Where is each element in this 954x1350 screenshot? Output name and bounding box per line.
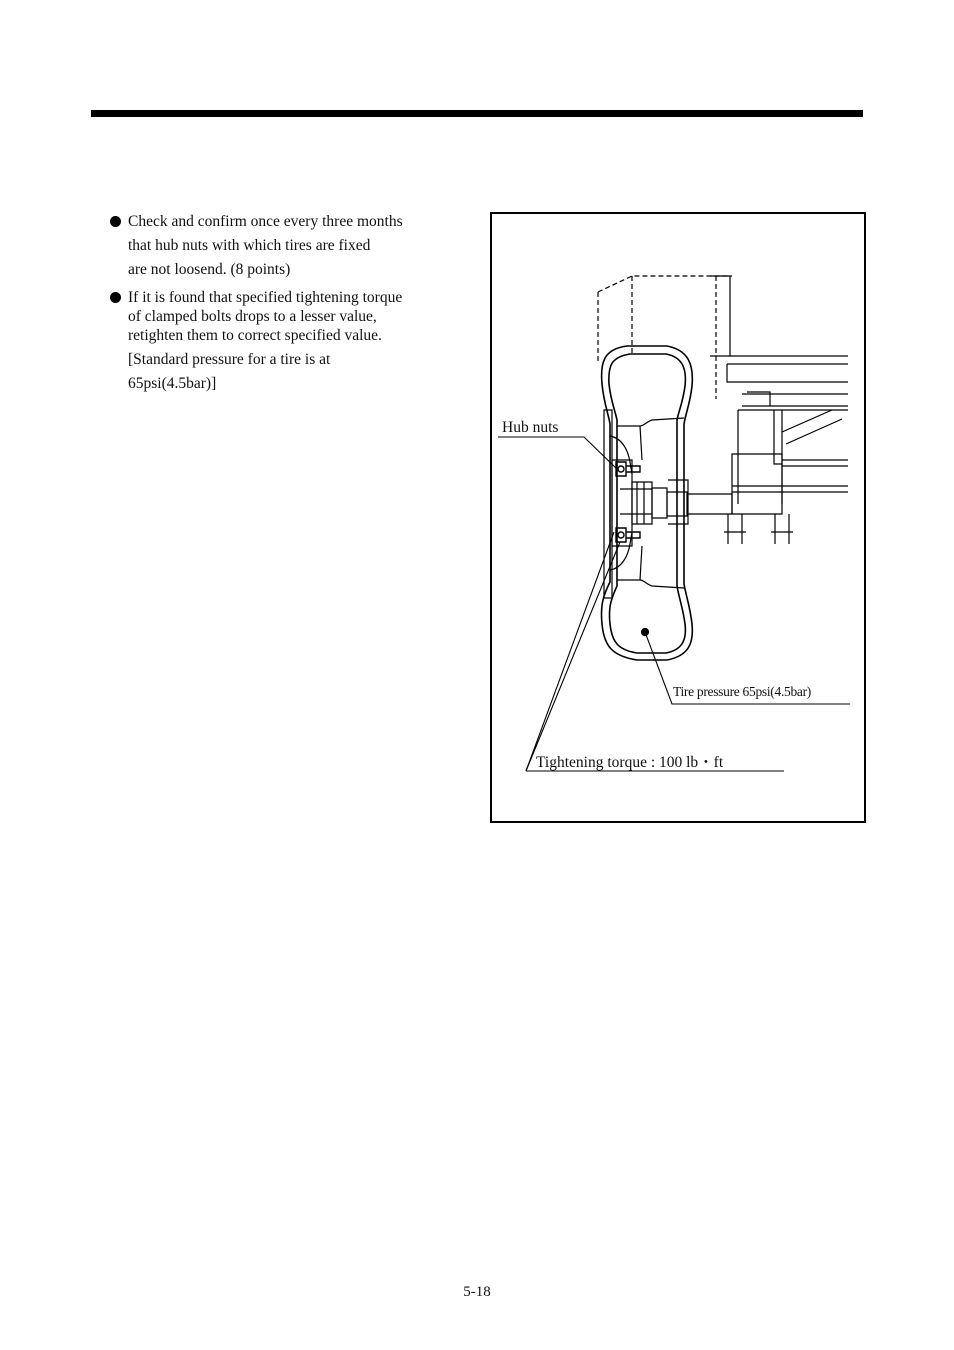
note-line-2: 65psi(4.5bar)] xyxy=(128,375,217,392)
tire-pressure-label: Tire pressure 65psi(4.5bar) xyxy=(673,684,812,699)
label-leaders xyxy=(498,437,850,771)
bullet-2-line-3: retighten them to correct specified value. xyxy=(128,327,382,344)
instruction-bullet-2 xyxy=(108,288,482,345)
pressure-note xyxy=(108,348,482,396)
wheel-hub-figure xyxy=(490,212,866,823)
bullet-1-line-3: are not loosend. (8 points) xyxy=(128,261,291,278)
bullet-2-line-2: of clamped bolts drops to a lesser value, xyxy=(128,308,377,325)
torque-label: Tightening torque : 100 lb・ft xyxy=(536,754,724,771)
tire-outline xyxy=(601,346,692,660)
page-number: 5-18 xyxy=(463,1284,491,1300)
wheel-assembly-drawing xyxy=(492,214,864,821)
hub-nuts-label: Hub nuts xyxy=(502,419,559,436)
frame-structure xyxy=(687,276,848,544)
bullet-1-line-1: Check and confirm once every three months xyxy=(128,213,403,230)
header-rule xyxy=(91,110,863,117)
body-outline-dashed xyxy=(598,276,732,399)
bullet-1-line-2: that hub nuts with which tires are fixed xyxy=(128,237,371,254)
bullet-icon xyxy=(110,216,121,227)
bullet-2-line-1: If it is found that specified tightening torque xyxy=(128,289,403,306)
bullet-icon xyxy=(110,292,121,303)
note-line-1: [Standard pressure for a tire is at xyxy=(128,351,331,368)
instruction-text xyxy=(108,210,482,396)
instruction-bullet-1 xyxy=(108,210,482,282)
